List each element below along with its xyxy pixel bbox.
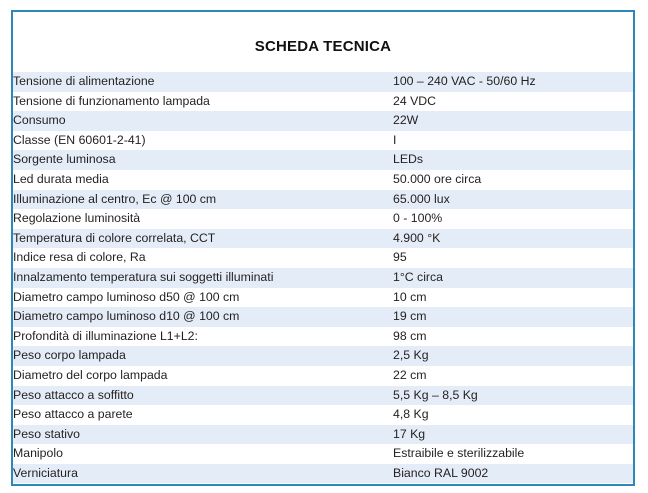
table-row: [13, 229, 633, 249]
table-row: [13, 366, 633, 386]
spec-label: Regolazione luminosità: [13, 211, 141, 226]
spec-label: Peso attacco a soffitto: [13, 387, 134, 402]
table-row: [13, 464, 633, 484]
table-row: [13, 209, 633, 229]
spec-value: 22 cm: [393, 367, 427, 382]
spec-label: Classe (EN 60601-2-41): [13, 132, 146, 147]
spec-label: Innalzamento temperatura sui soggetti illuminati: [13, 269, 274, 284]
spec-value: 50.000 ore circa: [393, 171, 482, 186]
table-row: [13, 248, 633, 268]
spec-label: Illuminazione al centro, Ec @ 100 cm: [13, 191, 217, 206]
spec-value: 0 - 100%: [393, 211, 443, 226]
spec-label: Peso stativo: [13, 426, 80, 441]
spec-label: Led durata media: [13, 171, 109, 186]
spec-value: 65.000 lux: [393, 191, 450, 206]
spec-value: Bianco RAL 9002: [393, 465, 489, 480]
spec-value: 98 cm: [393, 328, 427, 343]
spec-label: Diametro del corpo lampada: [13, 367, 168, 382]
spec-label: Manipolo: [13, 446, 63, 461]
spec-label: Diametro campo luminoso d10 @ 100 cm: [13, 309, 240, 324]
table-footer-spacer: [13, 483, 633, 486]
table-row: [13, 190, 633, 210]
table-row: [13, 327, 633, 347]
spec-value: I: [393, 132, 397, 147]
spec-value: 17 Kg: [393, 426, 426, 441]
spec-value: 10 cm: [393, 289, 427, 304]
table-row: [13, 72, 633, 92]
spec-label: Tensione di alimentazione: [13, 74, 155, 88]
table-row: [13, 170, 633, 190]
page-title: SCHEDA TECNICA: [254, 38, 392, 55]
spec-label: Sorgente luminosa: [13, 152, 116, 167]
spec-value: LEDs: [393, 152, 424, 167]
spec-label: Verniciatura: [13, 465, 78, 480]
table-row: [13, 386, 633, 406]
table-row: [13, 346, 633, 366]
table-row: [13, 131, 633, 151]
table-row: [13, 425, 633, 445]
spec-label: Tensione di funzionamento lampada: [13, 93, 210, 108]
table-row: [13, 111, 633, 131]
specification-table: [13, 72, 633, 483]
spec-value: 4.900 °K: [393, 230, 441, 245]
table-row: [13, 92, 633, 112]
spec-value: 100 – 240 VAC - 50/60 Hz: [393, 74, 536, 88]
table-row: [13, 307, 633, 327]
table-row: [13, 288, 633, 308]
spec-sheet-panel: [11, 10, 635, 486]
spec-value: 5,5 Kg – 8,5 Kg: [393, 387, 478, 402]
table-row: [13, 268, 633, 288]
spec-label: Profondità di illuminazione L1+L2:: [13, 328, 198, 343]
spec-value: 4,8 Kg: [393, 407, 429, 422]
table-row: [13, 444, 633, 464]
table-row: [13, 150, 633, 170]
spec-value: 95: [393, 250, 407, 265]
spec-value: 22W: [393, 113, 419, 128]
spec-value: 19 cm: [393, 309, 427, 324]
table-row: [13, 405, 633, 425]
specification-table-body: [13, 72, 633, 483]
spec-label: Peso corpo lampada: [13, 348, 126, 363]
spec-value: Estraibile e sterilizzabile: [393, 446, 525, 461]
spec-label: Consumo: [13, 113, 66, 128]
spec-label: Peso attacco a parete: [13, 407, 133, 422]
spec-label: Indice resa di colore, Ra: [13, 250, 146, 265]
spec-label: Temperatura di colore correlata, CCT: [13, 230, 216, 245]
spec-value: 24 VDC: [393, 93, 437, 108]
spec-value: 2,5 Kg: [393, 348, 429, 363]
spec-value: 1°C circa: [393, 269, 444, 284]
spec-label: Diametro campo luminoso d50 @ 100 cm: [13, 289, 240, 304]
